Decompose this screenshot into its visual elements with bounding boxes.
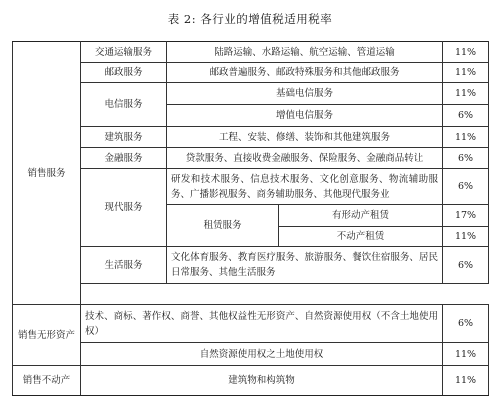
sub-life: 生活服务	[81, 247, 167, 284]
table-row	[13, 247, 489, 284]
desc-telecom-basic: 基础电信服务	[167, 83, 443, 105]
sub-telecom: 电信服务	[81, 83, 167, 127]
table-row	[13, 305, 489, 343]
table-row	[13, 127, 489, 148]
sub-modern: 现代服务	[81, 169, 167, 247]
sub-finance: 金融服务	[81, 148, 167, 169]
rate-real-estate: 11%	[443, 366, 489, 396]
category-intangible: 销售无形资产	[13, 305, 81, 366]
vat-rate-table	[12, 41, 489, 396]
sub-leasing: 租赁服务	[167, 205, 279, 247]
rate-leasing-tangible: 17%	[443, 205, 489, 227]
desc-postal: 邮政普遍服务、邮政特殊服务和其他邮政服务	[167, 63, 443, 83]
rate-postal: 11%	[443, 63, 489, 83]
table-row	[13, 148, 489, 169]
rate-construction: 11%	[443, 127, 489, 148]
rate-telecom-basic: 11%	[443, 83, 489, 105]
table-row	[13, 343, 489, 366]
desc-real-estate: 建筑物和构筑物	[81, 366, 443, 396]
table-row	[13, 42, 489, 63]
sub-postal: 邮政服务	[81, 63, 167, 83]
sub-transport: 交通运输服务	[81, 42, 167, 63]
rate-telecom-value-added: 6%	[443, 105, 489, 127]
rate-leasing-real-estate: 11%	[443, 227, 489, 247]
table-row	[13, 63, 489, 83]
desc-leasing-tangible: 有形动产租赁	[279, 205, 443, 227]
category-real-estate: 销售不动产	[13, 366, 81, 396]
sub-construction: 建筑服务	[81, 127, 167, 148]
desc-leasing-real-estate: 不动产租赁	[279, 227, 443, 247]
desc-transport: 陆路运输、水路运输、航空运输、管道运输	[167, 42, 443, 63]
rate-life: 6%	[443, 247, 489, 284]
desc-life: 文化体育服务、教育医疗服务、旅游服务、餐饮住宿服务、居民日常服务、其他生活服务	[167, 247, 443, 284]
category-sales-services: 销售服务	[13, 42, 81, 305]
desc-construction: 工程、安装、修缮、装饰和其他建筑服务	[167, 127, 443, 148]
table-row	[13, 169, 489, 205]
table-title: 表 2: 各行业的增值税适用税率	[167, 12, 333, 26]
desc-telecom-value-added: 增值电信服务	[167, 105, 443, 127]
rate-transport: 11%	[443, 42, 489, 63]
desc-finance: 贷款服务、直接收费金融服务、保险服务、金融商品转让	[167, 148, 443, 169]
table-row-spacer	[13, 284, 489, 305]
rate-intangible-land: 11%	[443, 343, 489, 366]
desc-intangible-land: 自然资源使用权之土地使用权	[81, 343, 443, 366]
rate-modern: 6%	[443, 169, 489, 205]
desc-intangible-general: 技术、商标、著作权、商誉、其他权益性无形资产、自然资源使用权（不含土地使用权）	[81, 305, 443, 343]
rate-finance: 6%	[443, 148, 489, 169]
desc-modern: 研发和技术服务、信息技术服务、文化创意服务、物流辅助服务、广播影视服务、商务辅助服务、其他现代服务业	[167, 169, 443, 205]
table-row	[13, 83, 489, 105]
rate-intangible-general: 6%	[443, 305, 489, 343]
table-row	[13, 366, 489, 396]
